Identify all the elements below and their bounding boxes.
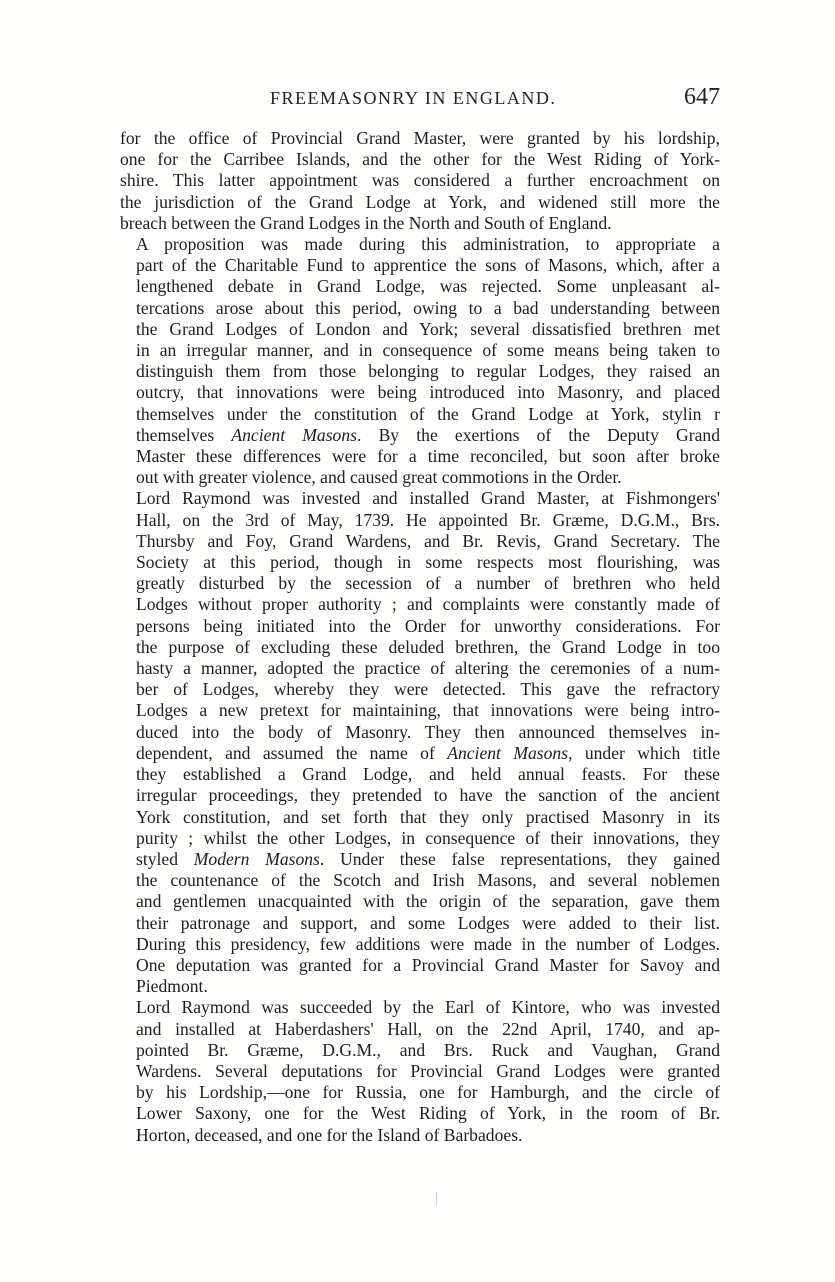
text-line: their patronage and support, and some Lodges were added to their list. bbox=[136, 912, 720, 933]
text-line: they established a Grand Lodge, and held annual feasts. For these bbox=[136, 764, 720, 785]
italic-phrase: Modern Masons bbox=[193, 848, 320, 869]
text-line: Thursby and Foy, Grand Wardens, and Br. Revis, Grand Secretary. The bbox=[136, 530, 720, 551]
paragraph-2 bbox=[120, 234, 720, 488]
text-line: and installed at Haberdashers' Hall, on the 22nd April, 1740, and ap- bbox=[136, 1018, 720, 1039]
text-line: Lodges a new pretext for maintaining, that innovations were being intro- bbox=[136, 700, 720, 721]
text-line: the countenance of the Scotch and Irish Masons, and several noblemen bbox=[136, 870, 720, 891]
text-line: Lord Raymond was invested and installed Grand Master, at Fishmongers' bbox=[136, 488, 720, 509]
text-line: out with greater violence, and caused great commotions in the Order. bbox=[136, 467, 622, 488]
text-line: lengthened debate in Grand Lodge, was rejected. Some unpleasant al- bbox=[136, 276, 720, 297]
gutter-mark bbox=[436, 1192, 437, 1206]
text-line: Wardens. Several deputations for Provincial Grand Lodges were granted bbox=[136, 1060, 720, 1081]
text-line: shire. This latter appointment was considered a further encroachment on bbox=[120, 170, 720, 191]
text-line: distinguish them from those belonging to regular Lodges, they raised an bbox=[136, 361, 720, 382]
text-line: Lower Saxony, one for the West Riding of York, in the room of Br. bbox=[136, 1103, 720, 1124]
text-line: the jurisdiction of the Grand Lodge at York, and widened still more the bbox=[120, 191, 720, 212]
text-line: styled Modern Masons. Under these false representations, they gained bbox=[136, 848, 720, 869]
text-line: Horton, deceased, and one for the Island of Barbadoes. bbox=[136, 1124, 523, 1145]
text-line: One deputation was granted for a Provincial Grand Master for Savoy and bbox=[136, 954, 720, 975]
text-line: A proposition was made during this administration, to appropriate a bbox=[136, 234, 720, 255]
text-line: for the office of Provincial Grand Master, were granted by his lordship, bbox=[120, 128, 720, 148]
text-line: the purpose of excluding these deluded brethren, the Grand Lodge in too bbox=[136, 636, 720, 657]
italic-phrase: Ancient Masons bbox=[231, 424, 357, 445]
text-line: Lodges without proper authority ; and complaints were constantly made of bbox=[136, 594, 720, 615]
text-line: in an irregular manner, and in consequence of some means being taken to bbox=[136, 340, 720, 361]
text-line: outcry, that innovations were being introduced into Masonry, and placed bbox=[136, 382, 720, 403]
italic-phrase: Ancient Masons bbox=[447, 742, 569, 763]
page-header bbox=[120, 84, 720, 116]
text-line: ber of Lodges, whereby they were detected. This gave the refractory bbox=[136, 679, 720, 700]
text-line: greatly disturbed by the secession of a number of brethren who held bbox=[136, 573, 720, 594]
paragraph-1 bbox=[120, 128, 720, 234]
text-line: themselves Ancient Masons. By the exertions of the Deputy Grand bbox=[136, 424, 720, 445]
page-body bbox=[120, 128, 720, 1146]
text-line: Society at this period, though in some respects most flourishing, was bbox=[136, 552, 720, 573]
text-line: pointed Br. Græme, D.G.M., and Brs. Ruck and Vaughan, Grand bbox=[136, 1039, 720, 1060]
paragraph-3 bbox=[120, 488, 720, 997]
text-line: Master these differences were for a time reconciled, but soon after broke bbox=[136, 446, 720, 467]
text-line: the Grand Lodges of London and York; several dissatisfied brethren met bbox=[136, 318, 720, 339]
text-line: themselves under the constitution of the Grand Lodge at York, stylin r bbox=[136, 403, 720, 424]
text-line: tercations arose about this period, owing to a bad understanding between bbox=[136, 297, 720, 318]
text-line: part of the Charitable Fund to apprentice the sons of Masons, which, after a bbox=[136, 255, 720, 276]
text-line: purity ; whilst the other Lodges, in consequence of their innovations, they bbox=[136, 827, 720, 848]
text-line: by his Lordship,—one for Russia, one for Hamburgh, and the circle of bbox=[136, 1082, 720, 1103]
paragraph-4 bbox=[120, 997, 720, 1145]
text-line: irregular proceedings, they pretended to have the sanction of the ancient bbox=[136, 785, 720, 806]
text-line: persons being initiated into the Order for unworthy considerations. For bbox=[136, 615, 720, 636]
page-number: 647 bbox=[684, 84, 720, 110]
text-line: During this presidency, few additions were made in the number of Lodges. bbox=[136, 933, 720, 954]
running-head: FREEMASONRY IN ENGLAND. bbox=[270, 88, 557, 108]
text-line: dependent, and assumed the name of Ancient Masons, under which title bbox=[136, 742, 721, 763]
text-line: Lord Raymond was succeeded by the Earl of Kintore, who was invested bbox=[136, 997, 720, 1018]
text-line: Piedmont. bbox=[136, 976, 208, 997]
text-line: breach between the Grand Lodges in the North and South of England. bbox=[120, 212, 612, 233]
text-line: duced into the body of Masonry. They then announced themselves in- bbox=[136, 721, 720, 742]
text-line: Hall, on the 3rd of May, 1739. He appointed Br. Græme, D.G.M., Brs. bbox=[136, 509, 720, 530]
text-line: York constitution, and set forth that they only practised Masonry in its bbox=[136, 806, 720, 827]
text-line: and gentlemen unacquainted with the origin of the separation, gave them bbox=[136, 891, 720, 912]
text-line: one for the Carribee Islands, and the other for the West Riding of York- bbox=[120, 149, 720, 170]
text-line: hasty a manner, adopted the practice of altering the ceremonies of a num- bbox=[136, 658, 720, 679]
